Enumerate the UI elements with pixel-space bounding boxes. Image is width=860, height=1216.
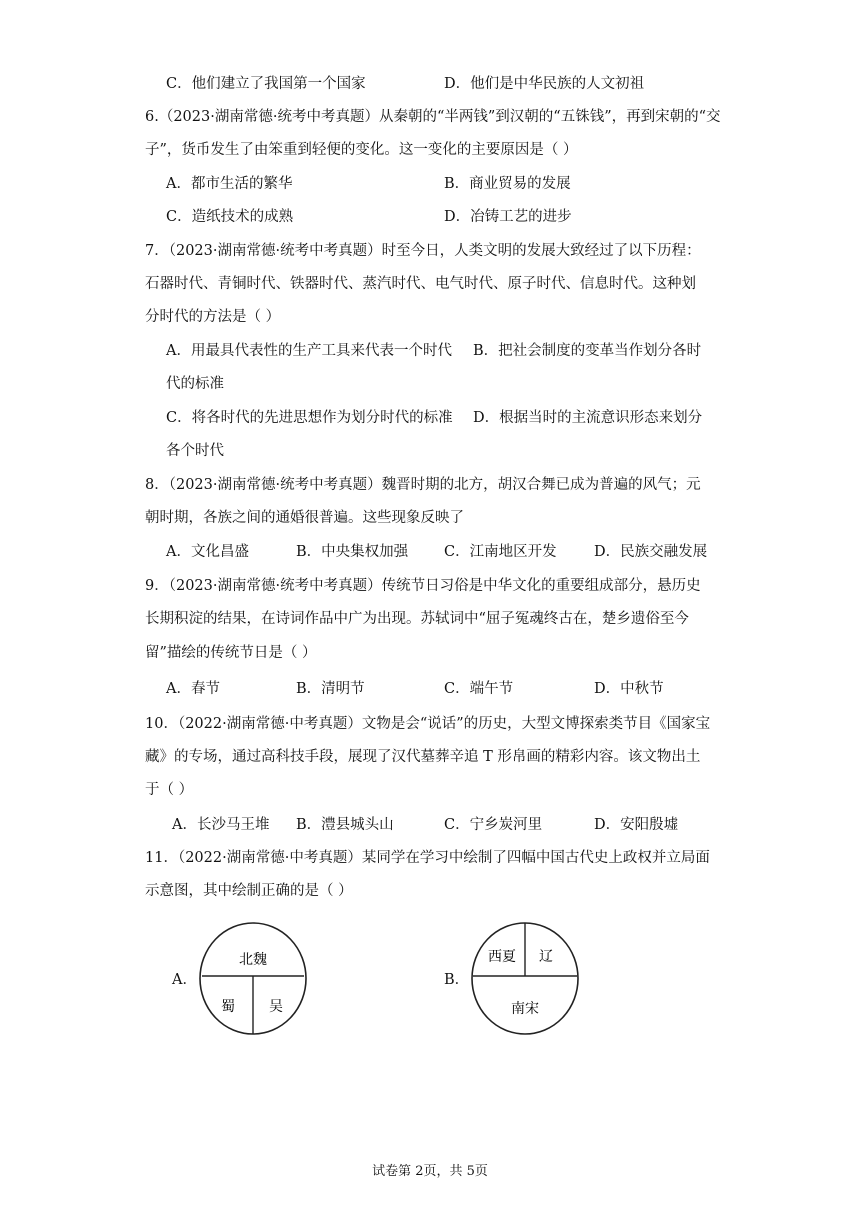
q9-stem-line1: 9．（2023·湖南常德·统考中考真题）传统节日习俗是中华文化的重要组成部分，悬历史	[145, 578, 701, 594]
q9-option-b: B．清明节	[296, 681, 365, 697]
diagram-a-right-label: 吴	[269, 999, 283, 1015]
q11-diagram-a-label: A．	[172, 972, 197, 988]
q7-option-b: B．把社会制度的变革当作划分各时	[473, 343, 702, 359]
q9-stem-line2: 长期积淀的结果，在诗词作品中广为出现。苏轼词中“屈子冤魂终古在，楚乡遗俗至今	[145, 611, 689, 627]
q11-stem-line1: 11．（2022·湖南常德·中考真题）某同学在学习中绘制了四幅中国古代史上政权并立局面	[145, 850, 710, 866]
q10-option-c: C．宁乡炭河里	[444, 817, 543, 833]
q7-option-c: C．将各时代的先进思想作为划分时代的标准	[166, 410, 453, 426]
q5-option-c: C．他们建立了我国第一个国家	[166, 76, 366, 92]
q7-stem-line1: 7．（2023·湖南常德·统考中考真题）时至今日，人类文明的发展大致经过了以下历程：	[145, 243, 701, 259]
diagram-a-left-label: 蜀	[221, 999, 235, 1015]
q6-stem-line1: 6.（2023·湖南常德·统考中考真题）从秦朝的“半两钱”到汉朝的“五铢钱”，再到宋朝的“交	[145, 109, 721, 125]
q8-option-b: B．中央集权加强	[296, 544, 409, 560]
diagram-b-bottom-label: 南宋	[511, 1001, 539, 1017]
q9-option-d: D．中秋节	[594, 681, 664, 697]
q7-option-d-cont: 各个时代	[166, 443, 224, 459]
q5-option-d: D．他们是中华民族的人文初祖	[444, 76, 645, 92]
q11-diagram-a	[198, 921, 308, 1036]
q7-stem-line3: 分时代的方法是（ ）	[145, 309, 281, 325]
q10-stem-line1: 10．（2022·湖南常德·中考真题）文物是会“说话”的历史，大型文博探索类节目《国家宝	[145, 716, 711, 732]
q10-option-a: A．长沙马王堆	[172, 817, 270, 833]
q7-option-d: D．根据当时的主流意识形态来划分	[473, 410, 703, 426]
q10-option-d: D．安阳殷墟	[594, 817, 679, 833]
q11-diagram-b	[470, 921, 580, 1036]
q7-option-b-cont: 代的标准	[166, 376, 224, 392]
q9-stem-line3: 留”描绘的传统节日是（ ）	[145, 645, 317, 661]
q11-diagram-b-label: B．	[444, 972, 470, 988]
q7-stem-line2: 石器时代、青铜时代、铁器时代、蒸汽时代、电气时代、原子时代、信息时代。这种划	[145, 276, 696, 292]
diagram-b-right-label: 辽	[539, 949, 553, 965]
q6-stem-line2: 子”，货币发生了由笨重到轻便的变化。这一变化的主要原因是（ ）	[145, 142, 578, 158]
q8-stem-line1: 8．（2023·湖南常德·统考中考真题）魏晋时期的北方，胡汉合舞已成为普遍的风气；元	[145, 477, 701, 493]
q8-option-d: D．民族交融发展	[594, 544, 708, 560]
q9-option-a: A．春节	[166, 681, 220, 697]
q10-option-b: B．澧县城头山	[296, 817, 394, 833]
q10-stem-line3: 于（ ）	[145, 782, 194, 798]
diagram-a-top-label: 北魏	[239, 952, 267, 968]
q6-option-c: C．造纸技术的成熟	[166, 209, 294, 225]
page-footer: 试卷第 2页，共 5页	[372, 1164, 488, 1179]
q9-option-c: C．端午节	[444, 681, 514, 697]
q6-option-a: A．都市生活的繁华	[166, 176, 293, 192]
q11-stem-line2: 示意图，其中绘制正确的是（ ）	[145, 883, 353, 899]
q6-option-b: B．商业贸易的发展	[444, 176, 571, 192]
q8-option-a: A．文化昌盛	[166, 544, 249, 560]
q10-stem-line2: 藏》的专场，通过高科技手段，展现了汉代墓葬辛追 T 形帛画的精彩内容。该文物出土	[145, 749, 701, 765]
q6-option-d: D．冶铸工艺的进步	[444, 209, 572, 225]
diagram-b-left-label: 西夏	[488, 949, 516, 965]
q7-option-a: A．用最具代表性的生产工具来代表一个时代	[166, 343, 452, 359]
q8-stem-line2: 朝时期，各族之间的通婚很普遍。这些现象反映了	[145, 510, 464, 526]
q8-option-c: C．江南地区开发	[444, 544, 557, 560]
